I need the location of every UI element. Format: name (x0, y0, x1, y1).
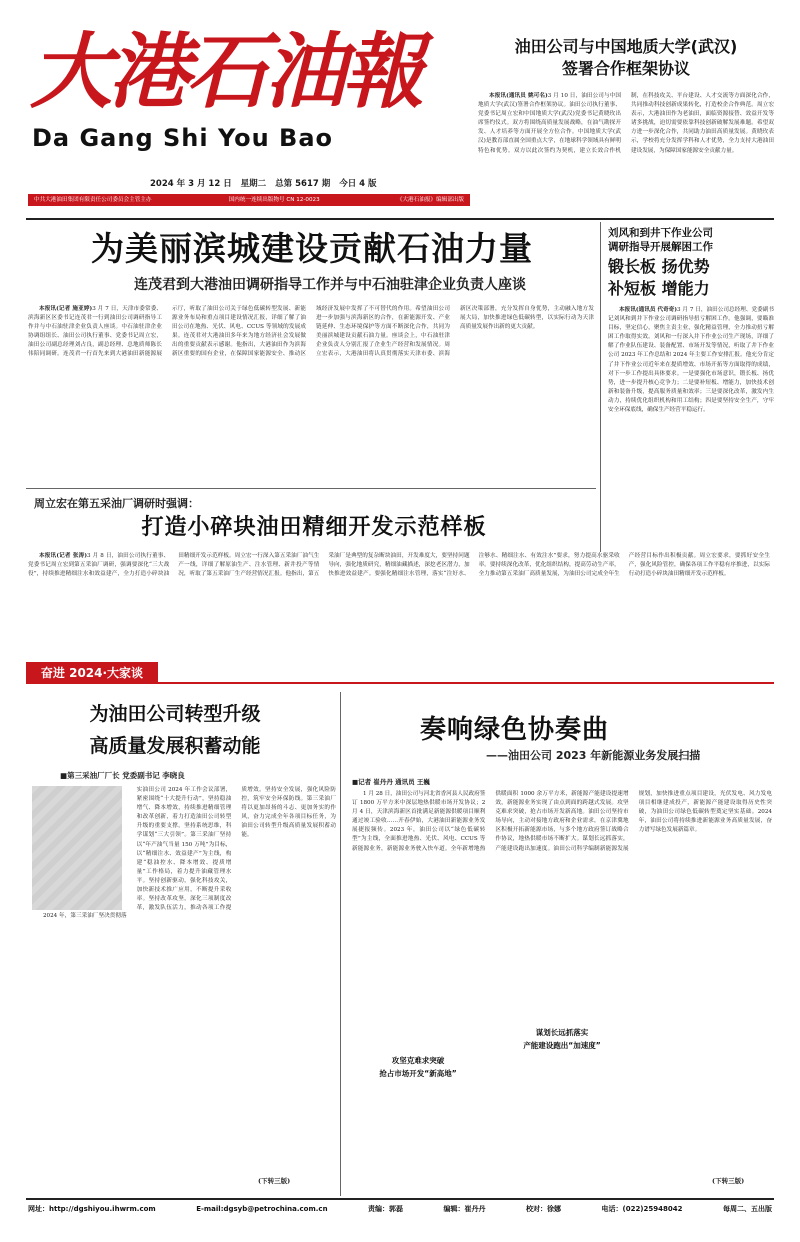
footer-editor: 责编：郭磊 (368, 1205, 404, 1213)
side-story-headline: 刘风和到井下作业公司 调研指导开展解困工作 (608, 227, 713, 253)
top-story-body (478, 92, 774, 212)
masthead (30, 22, 470, 172)
side-story-slogan: 锻长板 扬优势 补短板 增能力 (608, 257, 710, 298)
bottom-right-columns (352, 790, 772, 1190)
issue-number: 总第 5617 期 (275, 179, 331, 189)
second-story-byline: 本报讯(记者 张涛) (39, 553, 88, 559)
main-story-text: 3 月 7 日，天津市委常委、滨海新区区委书记连茂君一行到油田公司调研指导工作并与中石油驻津企业负责人座谈。中石油驻津企业协调组组长、油田公司执行董事、党委书记周立宏，油田公司副总经理刘占良，副总经理、总地质师陈长伟陪同调研。连茂君一行首先来到大港油田新能源展示厅，听取了油田公司关于绿色低碳转型发展、新能源业务布局和重点项目建设情况汇报，详细了解了油田公司在地热、光伏、风电、CCUS 等领域的发展成果。连茂君对大港油田多年来为地方经济社会发展做出的重要贡献表示感谢。他指出，大港油田作为滨海新区重要的国有企业，在保障国家能源安全、推动区域经济发展中发挥了不可替代的作用。希望油田公司进一步加强与滨海新区的合作，在新能源开发、产业链延伸、生态环境保护等方面不断深化合作，共同为美丽滨城建设贡献石油力量。座谈会上，中石油驻津企业负责人分别汇报了企业生产经营和发展情况。周立宏表示，大港油田将认真贯彻落实天津市委、滨海新区决策部署，充分发挥自身优势，主动融入地方发展大局，加快推进绿色低碳转型，以实际行动为天津高质量发展作出新的更大贡献。 (28, 306, 594, 358)
divider-top (26, 218, 774, 220)
bottom-right-body (352, 790, 772, 1190)
bottom-right-subhead-a: 攻坚克难求突破 抢占市场开发“新高地” (352, 1054, 484, 1082)
divider-side-vertical (600, 222, 601, 552)
footer-designer: 编辑：崔丹丹 (443, 1205, 486, 1213)
side-story (608, 226, 774, 552)
bottom-right-byline: ■记者 崔丹丹 通讯员 王巍 (352, 778, 430, 786)
second-kicker: 周立宏在第五采油厂调研时强调： (34, 497, 199, 510)
bottom-right-text: 1 月 28 日，油田公司与河北省香河县人民政府签订 1800 万平方米中深层地热供暖市场开发协议；2 月 4 日，天津滨海新区首批满足新能源供暖项目顺利通过竣工验收……开春伊始，大港油田新能源业务发展捷报频传。2023 年，油田公司以“绿色低碳转型”为主线，全面推进地热、光伏、风电、CCUS 等新能源业务，新能源业务驶入快车道。全年新增地热供暖面积 1000 余万平方米，新能源产能建设提速增效，新能源业务实现了由点到面的跨越式发展。攻坚克难求突破，抢占市场开发新高地。油田公司坚持市场导向，主动对接地方政府和企业需求，在京津冀地区积极开拓新能源市场，与多个地方政府签订战略合作协议，地热供暖市场不断扩大。谋划长远抓落实，产能建设跑出加速度。油田公司科学编制新能源发展规划，加快推进重点项目建设，光伏发电、风力发电项目相继建成投产，新能源产能建设取得历史性突破，为油田公司绿色低碳转型奠定坚实基础。2024 年，油田公司将持续推进新能源业务高质量发展，奋力谱写绿色发展新篇章。 (352, 791, 772, 852)
masthead-pinyin: Da Gang Shi You Bao (32, 124, 334, 152)
footer-rule (26, 1198, 774, 1200)
footer-schedule: 每周二、五出版 (722, 1205, 772, 1213)
issue-date: 2024 年 3 月 12 日 (150, 179, 232, 189)
side-story-body (608, 306, 774, 538)
publisher-sponsor: 中共大港油田集团有限责任公司委员会主管主办 (34, 197, 152, 203)
footer-website[interactable]: 网址：http://dgshiyou.ihwrm.com (28, 1205, 156, 1213)
photo-wrap-space (32, 786, 128, 912)
section-banner (26, 662, 774, 684)
issue-info (150, 177, 470, 189)
bottom-right-subhead-b: 谋划长远抓落实 产能建设跑出“加速度” (496, 1026, 628, 1054)
main-subhead: 连茂君到大港油田调研指导工作并与中石油驻津企业负责人座谈 (134, 277, 526, 293)
bottom-left-body (32, 786, 336, 1192)
issue-weekday: 星期二 (240, 179, 267, 189)
footer-phone: 电话：(022)25948042 (601, 1205, 683, 1213)
second-story-body (28, 552, 770, 662)
top-story-headline: 油田公司与中国地质大学(武汉) 签署合作框架协议 (514, 37, 738, 78)
bottom-right-continue: (下转三版) (712, 1177, 745, 1185)
main-story-byline: 本报讯(记者 施亚婷) (39, 306, 93, 312)
divider-bottom-vertical (340, 692, 341, 1196)
side-story-byline: 本报讯(通讯员 代奇奇) (619, 307, 677, 313)
footer (28, 1202, 772, 1216)
bottom-left-author: ■第三采油厂厂长 党委副书记 李晓良 (60, 771, 185, 780)
divider-main (26, 488, 596, 489)
bottom-left-headline: 为油田公司转型升级 高质量发展积蓄动能 (89, 703, 261, 757)
top-story-byline: 本报讯(通讯员 姚可名) (489, 93, 548, 99)
bottom-right-headline: 奏响绿色协奏曲 (420, 715, 610, 745)
top-story-text: 3 月 10 日，油田公司与中国地质大学(武汉)签署合作框架协议。油田公司执行董事、党委书记周立宏和中国地质大学(武汉)党委书记黄晓玫出席签约仪式。双方将围绕高质量发展战略，在油气勘探开发、人才培养等方面开展全方位合作。中国地质大学(武汉)是教育部直属全国重点大学，在地球科学领域具有鲜明特色和优势。双方以此次签约为契机，建立长效合作机制，在科技攻关、平台建设、人才交流等方面深化合作，共同推动科技创新成果转化，打造校企合作典范。周立宏表示，大港油田作为老油田，面临资源接替、效益开发等诸多挑战，迫切需要依靠科技创新破解发展难题。希望双方进一步深化合作，共同助力油田高质量发展。黄晓玫表示，学校将充分发挥学科和人才优势，全力支持大港油田建设发展，为保障国家能源安全贡献力量。 (478, 93, 774, 154)
main-headline: 为美丽滨城建设贡献石油力量 (91, 229, 533, 268)
section-banner-label: 奋进 2024·大家谈 (26, 662, 158, 684)
side-story-text: 3 月 7 日，油田公司总经理、党委副书记刘风和到井下作业公司调研指导扭亏解困工作。他强调，要瞄准目标，坚定信心，聚焦主责主业，强化精益管理，全力推动扭亏解困工作取得实效。刘风和一行深入井下作业公司生产现场，详细了解了作业队伍建设、装备配置、市场开发等情况，听取了井下作业公司 2023 年工作总结和 2024 年主要工作安排汇报。他充分肯定了井下作业公司近年来在提质增效、市场开拓等方面取得的成绩，对下一步工作提出具体要求。一是要强化市场意识，锻长板、扬优势，进一步提升核心竞争力；二是要补短板、增能力，加快技术创新和装备升级，提高服务质量和效率；三是要深化改革，激发内生动力，持续优化组织机构和用工结构；四是要坚持安全生产，守牢安全环保底线，确保生产经营平稳运行。 (608, 307, 774, 414)
top-story (478, 36, 774, 216)
second-headline: 打造小碎块油田精细开发示范样板 (141, 515, 487, 540)
bottom-right-subhead: ——油田公司 2023 年新能源业务发展扫描 (486, 749, 701, 762)
masthead-title: 大港石油報 (30, 24, 420, 120)
bottom-left-text: 2024 年，第三采油厂坚决贯彻落实油田公司 2024 年工作会议部署，紧密围绕“十大提升行动”，坚持稳油增气、降本增效，持续推进精细管理和改革创新，着力打造油田公司转型升级的重要支撑。坚持系统思维，科学谋划“三大引领”。第三采油厂坚持以“年产油气当量 150 万吨”为目标，以“精细注水、效益建产”为主线，构建“稳油控水、降本增效、提质增量”工作格局，着力提升油藏管理水平。坚持创新驱动，强化科技攻关，加快新技术推广应用，不断提升采收率。坚持改革攻坚，深化三项制度改革，激发队伍活力，推动各项工作提质增效。坚持安全发展，强化风险防控，筑牢安全环保防线。第三采油厂将以更加昂扬的斗志、更加务实的作风，奋力完成全年各项目标任务，为油田公司转型升级高质量发展积蓄动能。 (43, 787, 336, 919)
publisher-bar (28, 194, 470, 206)
main-story-body (28, 305, 594, 481)
bottom-left-continue: (下转三版) (258, 1177, 291, 1185)
second-story-text: 3 月 8 日，油田公司执行董事、党委书记周立宏到第五采油厂调研，强调要深化“三大战役”，持续推进精细注水和效益建产，全力打造小碎块油田精细开发示范样板。周立宏一行深入第五采油厂油气生产一线，详细了解原油生产、注水管理、新井投产等情况，听取了第五采油厂生产经营情况汇报。他指出，第五采油厂是典型的复杂断块油田，开发难度大，要坚持问题导向，强化地质研究，精细油藏描述，深挖老区潜力，加快推进效益建产。要强化精细注水管理，落实“注好水、注够水、精细注水、有效注水”要求，努力提高水驱采收率。要持续深化改革，优化组织结构，提高劳动生产率，全力推动第五采油厂高质量发展，为油田公司完成全年生产经营目标作出积极贡献。周立宏要求，要抓好安全生产，强化风险管控，确保各项工作平稳有序推进，以实际行动打造小碎块油田精细开发示范样板。 (28, 553, 770, 578)
publisher-editorial: 《大港石油报》编辑部出版 (396, 197, 464, 203)
footer-proof: 校对：徐娜 (526, 1205, 562, 1213)
publisher-cn-number: 国内统一连续出版物号 CN 12-0023 (228, 197, 320, 203)
issue-pages: 今日 4 版 (339, 179, 377, 189)
footer-email[interactable]: E-mail:dgsyb@petrochina.com.cn (196, 1205, 328, 1213)
